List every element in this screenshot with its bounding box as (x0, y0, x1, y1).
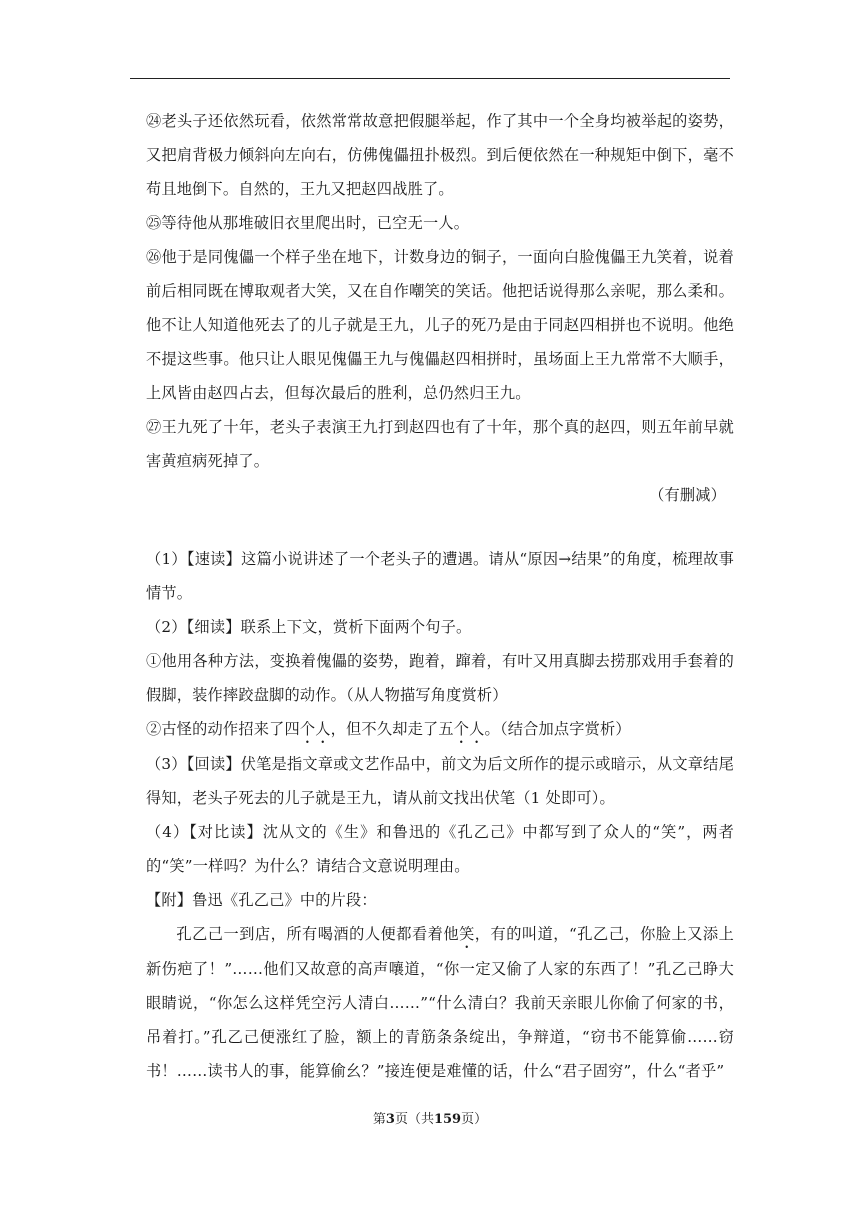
dotted-char: 个 (299, 720, 316, 738)
excerpt-text: ，有的叫道，“孔乙己，你脸上又添上新伤疤了！”……他们又故意的高声嚷道，“你一定又偷了人家的东西了！”孔乙己睁大眼睛说，“你怎么这样凭空污人清白……”“什么清白？我前天亲眼儿你偷了何家的书，吊着打。”孔乙己便涨红了脸，额上的青筋条条绽出，争辩道，“窃书不能算偷……窃书！……读书人的事，能算偷幺？”接连便是难懂的话，什么“君子固穷”，什么“者乎” (146, 925, 735, 1080)
appendix-label: 【附】鲁迅《孔乙己》中的片段： (146, 891, 377, 909)
appendix-excerpt (146, 917, 734, 1088)
question-3: （3）【回读】伏笔是指文章或文艺作品中，前文为后文所作的提示或暗示，从文章结尾得知，老头子死去的儿子就是王九，请从前文找出伏笔（1 处即可）。 (146, 755, 734, 807)
page-footer (0, 1108, 860, 1127)
total-pages: 159 (433, 1112, 462, 1127)
footer-text: 第 (372, 1112, 386, 1127)
section-gap (146, 512, 734, 542)
story-paragraph-25: ㉕等待他从那堆破旧衣里爬出时，已空无一人。 (146, 214, 470, 232)
question-2-sentence-1: ①他用各种方法，变换着傀儡的姿势，跑着，蹿着，有叶又用真脚去捞那戏用手套着的假脚，装作摔跤盘脚的动作。（从人物描写角度赏析） (146, 652, 734, 704)
excerpt-text: 孔乙己一到店，所有喝酒的人便都看着他 (176, 925, 460, 943)
dotted-char: 个 (453, 720, 470, 738)
footer-text: 页） (461, 1112, 488, 1127)
page-number: 3 (385, 1112, 395, 1127)
page-content (146, 104, 734, 1088)
story-paragraph-24: ㉔老头子还依然玩看，依然常常故意把假腿举起，作了其中一个全身均被举起的姿势，又把肩背极力倾斜向左向右，仿佛傀儡扭扑极烈。到后便依然在一种规矩中倒下，毫不苟且地倒下。自然的，王九又把赵四战胜了。 (146, 112, 734, 198)
header-rule (130, 78, 730, 79)
story-paragraph-27: ㉗王九死了十年，老头子表演王九打到赵四也有了十年，那个真的赵四，则五年前早就害黄疸病死掉了。 (146, 418, 734, 470)
question-1: （1）【速读】这篇小说讲述了一个老头子的遭遇。请从“原因→结果”的角度，梳理故事情节。 (146, 550, 734, 602)
story-paragraph-26: ㉖他于是同傀儡一个样子坐在地下，计数身边的铜子，一面向白脸傀儡王九笑着，说着前后相同既在博取观者大笑，又在自作嘲笑的笑话。他把话说得那么亲呢，那么柔和。他不让人知道他死去了的儿子就是王九，儿子的死乃是由于同赵四相拼也不说明。他绝不提这些事。他只让人眼见傀儡王九与傀儡赵四相拼时，虽场面上王九常常不大顺手，上风皆由赵四占去，但每次最后的胜利，总仍然归王九。 (146, 248, 734, 402)
question-2-sentence-2 (146, 712, 734, 747)
abridged-note: （有删减） (649, 486, 726, 504)
dotted-char: 人 (315, 720, 331, 738)
dotted-char: 人 (469, 720, 485, 738)
footer-text: 页（共 (394, 1112, 434, 1127)
sentence-text: ，但不久却走了五 (330, 720, 454, 738)
question-2: （2）【细读】联系上下文，赏析下面两个句子。 (146, 618, 472, 636)
question-4: （4）【对比读】沈从文的《生》和鲁迅的《孔乙己》中都写到了众人的“笑”，两者的“笑”一样吗？为什么？请结合文意说明理由。 (146, 823, 734, 875)
sentence-text: ②古怪的动作招来了四 (146, 720, 300, 738)
dotted-char: 笑 (459, 925, 475, 943)
sentence-text: 。（结合加点字赏析） (484, 720, 631, 738)
